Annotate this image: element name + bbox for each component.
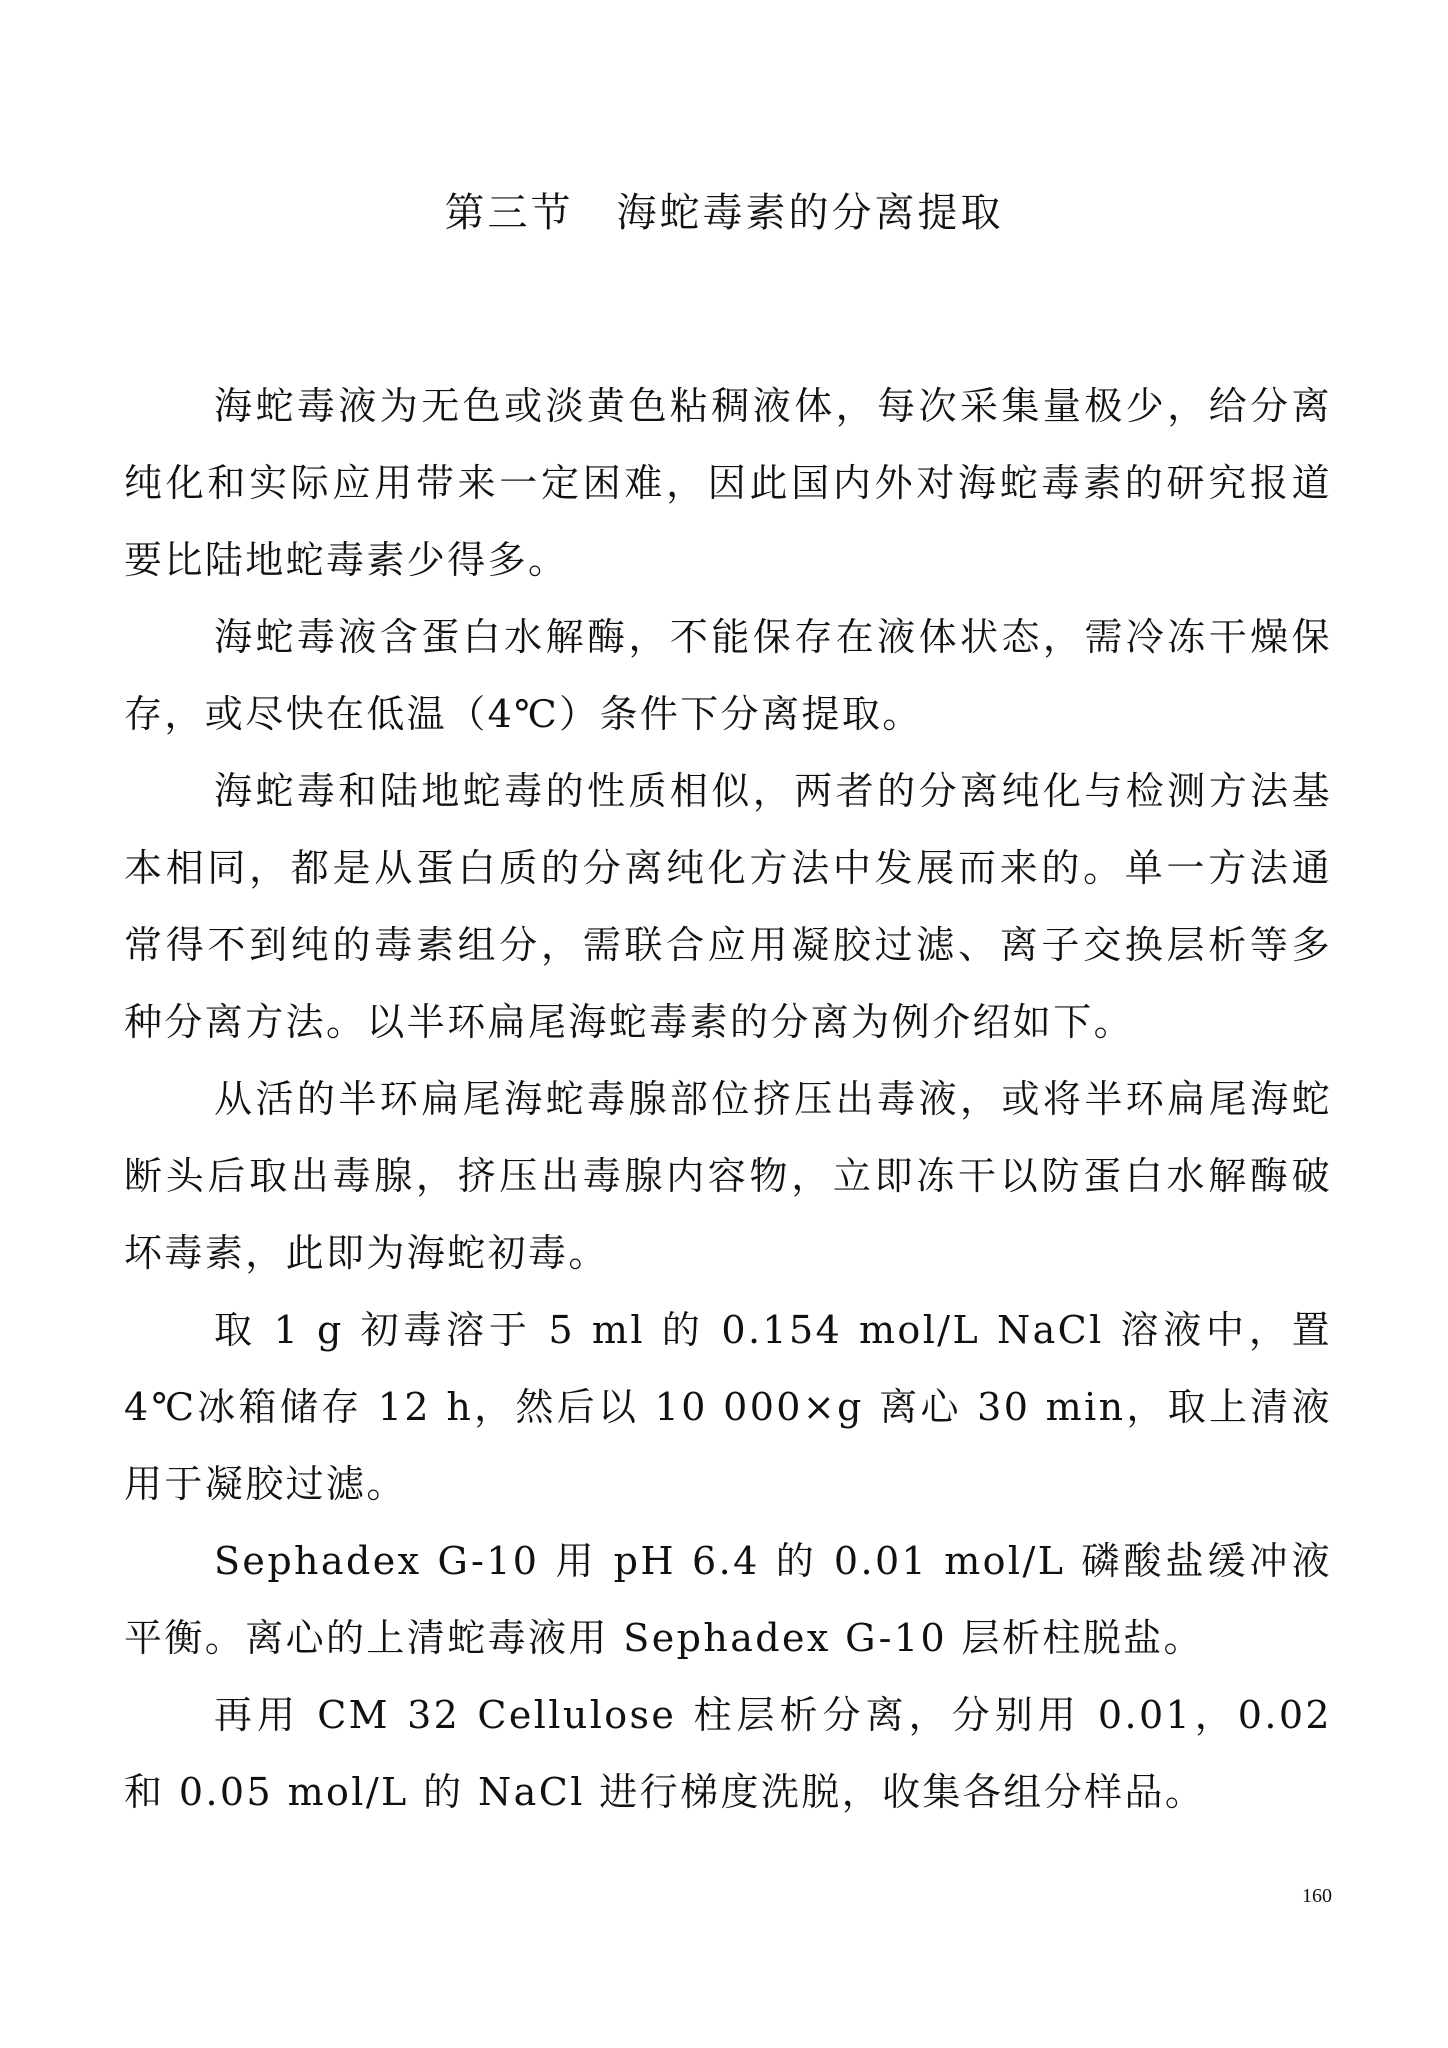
paragraph-2: 海蛇毒液含蛋白水解酶，不能保存在液体状态，需冷冻干燥保存，或尽快在低温（4℃）条件下分离提取。 [124, 615, 1332, 736]
page-number: 160 [1302, 1885, 1332, 1907]
section-title: 第三节 海蛇毒素的分离提取 [444, 190, 1004, 236]
paragraph-7: 再用 CM 32 Cellulose 柱层析分离，分别用 0.01，0.02 和 0.05 mol/L 的 NaCl 进行梯度洗脱，收集各组分样品。 [124, 1693, 1332, 1814]
body-text [124, 368, 1332, 1831]
paragraph-1: 海蛇毒液为无色或淡黄色粘稠液体，每次采集量极少，给分离纯化和实际应用带来一定困难，因此国内外对海蛇毒素的研究报道要比陆地蛇毒素少得多。 [124, 384, 1332, 582]
paragraph-6: Sephadex G-10 用 pH 6.4 的 0.01 mol/L 磷酸盐缓冲液平衡。离心的上清蛇毒液用 Sephadex G-10 层析柱脱盐。 [124, 1539, 1332, 1660]
paragraph-5: 取 1 g 初毒溶于 5 ml 的 0.154 mol/L NaCl 溶液中，置 4℃冰箱储存 12 h，然后以 10 000×g 离心 30 min，取上清液用于凝胶过滤。 [124, 1308, 1332, 1506]
paragraph-4: 从活的半环扁尾海蛇毒腺部位挤压出毒液，或将半环扁尾海蛇断头后取出毒腺，挤压出毒腺内容物，立即冻干以防蛋白水解酶破坏毒素，此即为海蛇初毒。 [124, 1077, 1332, 1275]
paragraph-3: 海蛇毒和陆地蛇毒的性质相似，两者的分离纯化与检测方法基本相同，都是从蛋白质的分离纯化方法中发展而来的。单一方法通常得不到纯的毒素组分，需联合应用凝胶过滤、离子交换层析等多种分离方法。以半环扁尾海蛇毒素的分离为例介绍如下。 [124, 769, 1332, 1044]
